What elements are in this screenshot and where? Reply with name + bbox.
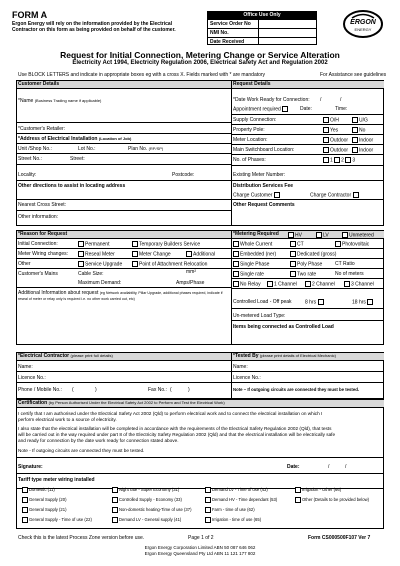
tariff-other-checkbox[interactable]	[295, 497, 301, 503]
no-checkbox[interactable]	[352, 127, 358, 133]
temp-builders-option: Temporary Builders Service	[132, 241, 200, 247]
postcode-label: Postcode:	[172, 172, 195, 178]
fax-paren-open: (	[170, 387, 172, 393]
cert-date-slash-1: /	[328, 464, 330, 470]
mm2-unit: mm²	[186, 269, 196, 275]
tariff-general-20: General Supply (20)	[22, 497, 66, 503]
cable-size-label: Cable Size:	[78, 271, 104, 277]
permanent-option: Permanent	[78, 241, 109, 247]
unmetered-type-label: Un-metered Load Type:	[233, 313, 286, 319]
signature-field[interactable]	[50, 460, 230, 470]
form-subtitle: Electricity Act 1994, Electricity Regulation 2006, Electrical Safety Act and Regulation 2002	[72, 60, 328, 66]
phase-options: 1 2 3	[323, 157, 355, 163]
3-channel-checkbox[interactable]	[344, 281, 350, 287]
appt-checkbox[interactable]	[282, 106, 288, 112]
charge-contractor-option: Charge Contractor	[310, 192, 360, 198]
poly-phase-option: Poly Phase	[290, 261, 322, 267]
tariff-irrigation-65-checkbox[interactable]	[205, 517, 211, 523]
photovoltaic-option: Photovoltaic	[335, 241, 369, 247]
phase-2-checkbox[interactable]	[334, 157, 340, 163]
cert-p2-line3: and ready for connection by the date work ready for connection stated above.	[18, 438, 179, 443]
name-label: *Name (Business Trading name if applicable)	[18, 98, 102, 104]
office-use-title: Office Use Only	[208, 12, 316, 19]
hv-option: HV	[288, 232, 302, 238]
outdoor-checkbox[interactable]	[323, 137, 329, 143]
tariff-irrigation-65: Irrigation - time of use (65)	[205, 517, 261, 523]
indoor-checkbox[interactable]	[352, 137, 358, 143]
items-controlled-label: Items being connected as Controlled Load	[233, 324, 334, 330]
yes-checkbox[interactable]	[323, 127, 329, 133]
address-heading: *Address of Electrical Installation (Location of Job)	[18, 136, 132, 142]
oh-checkbox[interactable]	[323, 117, 329, 123]
cert-p1-line1: I certify that I am authorised under the Electrical Safety Act 2002 (Qld) to perform electrical work and to connect the electrical installation on which I	[18, 411, 323, 416]
logo-text: ERGON	[350, 19, 376, 26]
18hrs-checkbox[interactable]	[367, 299, 373, 305]
oh-option: O/H	[323, 117, 339, 123]
unit-label: Unit /Shop No.:	[18, 146, 52, 152]
2-channel-option: 2 Channel	[305, 281, 335, 287]
meter-change-checkbox[interactable]	[132, 251, 138, 257]
phone-label: Phone / Mobile No.:	[18, 387, 62, 393]
tested-note: Note – If outgoing circuits are connected they must be tested.	[233, 387, 360, 392]
poly-phase-checkbox[interactable]	[290, 261, 296, 267]
no-relay-checkbox[interactable]	[233, 281, 239, 287]
phone-paren-open: (	[72, 387, 74, 393]
fee-heading: Distribution Services Fee	[233, 183, 294, 189]
single-rate-option: Single rate	[233, 271, 264, 277]
cert-p2-line2: will be carried out in the way required under part 8 of the Electricity Safety Regulation 2002 (Qld) and that the electrical installation will be electrically safe	[18, 432, 336, 437]
embedded-option: Embedded (ner)	[233, 251, 276, 257]
name-field[interactable]	[16, 90, 231, 122]
form-title: FORM A	[12, 10, 48, 20]
tariff-demand-43-checkbox[interactable]	[205, 487, 211, 493]
max-demand-label: Maximum Demand:	[78, 280, 122, 286]
lv-option: LV	[316, 232, 329, 238]
existing-meter-label: Existing Meter Number:	[233, 172, 286, 178]
sb-outdoor-checkbox[interactable]	[323, 147, 329, 153]
footer-corp-line1: Ergon Energy Corporation Limited ABN 50 087 646 062	[144, 545, 256, 550]
additional-info-field[interactable]	[16, 302, 231, 344]
18hrs-option: 18 hrs	[352, 299, 374, 305]
other-info-label: Other information:	[18, 214, 59, 220]
tariff-irrigation-66: Irrigation - Other (66)	[295, 487, 341, 493]
locality-label: Locality:	[18, 172, 37, 178]
comments-heading: Other Request Comments	[233, 202, 295, 208]
dedicated-option: Dedicated (gross)	[290, 251, 336, 257]
cross-street-label: Nearest Cross Street:	[18, 202, 67, 208]
tariff-general-22-checkbox[interactable]	[22, 517, 28, 523]
service-order-field[interactable]: Service Order No	[208, 19, 316, 28]
meter-wiring-label: Meter Wiring changes:	[18, 251, 69, 257]
ug-checkbox[interactable]	[352, 117, 358, 123]
metering-heading: *Metering Required	[233, 231, 279, 237]
signature-label: Signature:	[18, 464, 43, 470]
tariff-heading: Tariff type meter wiring installed	[18, 477, 95, 483]
tariff-farm-62: Farm - time of use (62)	[205, 507, 255, 513]
additional-checkbox[interactable]	[186, 251, 192, 257]
logo-subtext: ENERGY	[354, 27, 372, 32]
date-ready-slash-1: /	[320, 97, 322, 103]
supply-conn-label: Supply Connection:	[233, 117, 277, 123]
phase-3-checkbox[interactable]	[345, 157, 351, 163]
tester-licence-label: Licence No.:	[233, 375, 261, 381]
meter-change-option: Meter Change	[132, 251, 171, 257]
cert-p1-line2: perform electrical work to a source of electricity.	[18, 417, 117, 422]
tariff-demand-41: Demand LV - General supply (41)	[112, 517, 181, 523]
tariff-farm-62-checkbox[interactable]	[205, 507, 211, 513]
sb-indoor-option: Indoor	[352, 147, 373, 153]
8hrs-option: 8 hrs	[305, 299, 325, 305]
tariff-irrigation-66-checkbox[interactable]	[295, 487, 301, 493]
contractor-name-label: Name:	[18, 364, 33, 370]
initial-connection-label: Initial Connection:	[18, 241, 58, 247]
directions-heading: Other directions to assist in locating address	[18, 183, 126, 189]
single-rate-checkbox[interactable]	[233, 271, 239, 277]
whole-current-checkbox[interactable]	[233, 241, 239, 247]
1-channel-checkbox[interactable]	[267, 281, 273, 287]
comments-field[interactable]	[231, 209, 384, 225]
ct-checkbox[interactable]	[290, 241, 296, 247]
additional-info-label: Additional Information about request (eg Network availability, Pillar Upgrade, additional phases required, indicate if reseal of meter or relay only is required i.e. no other work carried out, etc)	[18, 290, 223, 301]
tariff-domestic-checkbox[interactable]	[22, 487, 28, 493]
indoor-option: Indoor	[352, 137, 373, 143]
footer-page: Page 1 of 2	[188, 535, 214, 541]
poa-relocation-option: Point of Attachment Relocation	[132, 261, 207, 267]
charge-customer-option: Charge Customer	[233, 192, 281, 198]
date-received-field[interactable]: Date Received	[208, 37, 316, 46]
service-upgrade-checkbox[interactable]	[78, 261, 84, 267]
amps-unit: Amps/Phase	[176, 280, 205, 286]
lot-label: Lot No.:	[78, 146, 96, 152]
permanent-checkbox[interactable]	[78, 241, 84, 247]
no-option: No	[352, 127, 365, 133]
charge-customer-checkbox[interactable]	[274, 192, 280, 198]
cert-date-label: Date:	[287, 464, 300, 470]
8hrs-checkbox[interactable]	[318, 299, 324, 305]
tariff-general-22: General Supply - Time of use (22)	[22, 517, 92, 523]
certification-heading: Certification (by Person Authorised Under the Electrical Safety Act 2002 to Perform and Test the Electrical Work)	[18, 400, 225, 406]
sb-outdoor-option: Outdoor	[323, 147, 348, 153]
contractor-heading: *Electrical Contractor (please print full details)	[18, 353, 113, 359]
tariff-domestic: Domestic (11)	[22, 487, 55, 493]
phase-1-checkbox[interactable]	[323, 157, 329, 163]
fax-paren-close: )	[188, 387, 190, 393]
time-label: Time:	[335, 106, 348, 112]
instructions: Use BLOCK LETTERS and indicate in appropriate boxes eg with a cross X. Fields marked with * are mandatory	[18, 72, 266, 78]
tariff-demand-53-checkbox[interactable]	[205, 497, 211, 503]
customers-mains-label: Customer's Mains	[18, 271, 58, 277]
ct-ratio-label: CT Ratio	[335, 261, 355, 267]
footer-corp-line2: Ergon Energy Queensland Pty Ltd ABN 11 121 177 802	[144, 551, 256, 556]
tariff-demand-43: Demand LV - Time of use (43)	[205, 487, 268, 493]
tariff-controlled-33-checkbox[interactable]	[112, 497, 118, 503]
tariff-nondomestic-37-checkbox[interactable]	[112, 507, 118, 513]
tariff-demand-53: Demand HV - Time dependant (53)	[205, 497, 277, 503]
meter-loc-label: Meter Location:	[233, 137, 268, 143]
sb-indoor-checkbox[interactable]	[352, 147, 358, 153]
reseal-checkbox[interactable]	[78, 251, 84, 257]
single-phase-checkbox[interactable]	[233, 261, 239, 267]
nmi-field[interactable]: NMI No.	[208, 28, 316, 37]
yes-option: Yes	[323, 127, 338, 133]
guidelines-note: For Assistance see guidelines	[320, 72, 387, 78]
photovoltaic-checkbox[interactable]	[335, 241, 341, 247]
tariff-demand-41-checkbox[interactable]	[112, 517, 118, 523]
phone-paren-close: )	[95, 387, 97, 393]
poa-relocation-checkbox[interactable]	[132, 261, 138, 267]
street-label: Street:	[70, 156, 85, 162]
appt-row: Appointment required	[233, 106, 289, 112]
1-channel-option: 1 Channel	[267, 281, 297, 287]
ct-option: CT	[290, 241, 304, 247]
additional-option: Additional	[186, 251, 215, 257]
no-relay-option: No Relay	[233, 281, 261, 287]
prop-pole-label: Property Pole:	[233, 127, 265, 133]
footer-form-number: Form CS000500F107 Ver 7	[308, 535, 371, 541]
office-use-box	[207, 11, 317, 45]
dedicated-checkbox[interactable]	[290, 251, 296, 257]
unmetered-option: Unmetered	[342, 232, 374, 238]
intro-line-2: Contractor on this form as being provided on behalf of the customer.	[12, 27, 176, 33]
tariff-nondomestic-37: Non-domestic heating-Time of use (37)	[112, 507, 191, 513]
outdoor-option: Outdoor	[323, 137, 348, 143]
reseal-option: Reseal Meter	[78, 251, 115, 257]
request-details-heading: Request Details	[233, 81, 271, 87]
tariff-other: Other (Details to be provided below)	[295, 497, 369, 503]
tariff-night-31-checkbox[interactable]	[112, 487, 118, 493]
other-label: Other	[18, 261, 31, 267]
reason-heading: *Reason for Request	[18, 231, 68, 237]
tariff-controlled-33: Controlled Supply - Economy (33)	[112, 497, 182, 503]
ug-option: U/G	[352, 117, 368, 123]
whole-current-option: Whole Current	[233, 241, 272, 247]
cert-p2-line1: I also state that the electrical installation will be completed in accordance with the requirements of the Electrical Safety Regulation 2002 (Qld), that tests	[18, 426, 332, 431]
tariff-night-31: Night rate - Super Economy (31)	[112, 487, 179, 493]
two-rate-checkbox[interactable]	[290, 271, 296, 277]
switchboard-label: Main Switchboard Location:	[233, 147, 295, 153]
footer-check-note: Check this is the latest Process Zone version before use.	[18, 535, 145, 541]
plan-label: Plan No. (RP/SP)	[128, 146, 164, 152]
tested-heading: *Tested By (please print details of Electrical Mechanic)	[233, 353, 336, 359]
tester-name-label: Name:	[233, 364, 248, 370]
two-rate-option: Two rate	[290, 271, 316, 277]
2-channel-checkbox[interactable]	[305, 281, 311, 287]
cert-note: Note - If outgoing circuits are connected they must be tested.	[18, 448, 145, 453]
date-ready-label: *Date Work Ready for Connection:	[233, 97, 310, 103]
temp-builders-checkbox[interactable]	[132, 241, 138, 247]
embedded-checkbox[interactable]	[233, 251, 239, 257]
contractor-licence-label: Licence No.:	[18, 375, 46, 381]
date-label: Date:	[300, 106, 312, 112]
street-no-label: Street No.:	[18, 156, 42, 162]
customer-details-heading: Customer Details	[18, 81, 60, 87]
tariff-general-21-checkbox[interactable]	[22, 507, 28, 513]
service-upgrade-option: Service Upgrade	[78, 261, 122, 267]
intro-line-1: Ergon Energy will rely on the information provided by the Electrical	[12, 21, 173, 27]
form-main-title: Request for Initial Connection, Metering Change or Service Alteration	[60, 50, 340, 60]
single-phase-option: Single Phase	[233, 261, 269, 267]
3-channel-option: 3 Channel	[344, 281, 374, 287]
phases-label: No. of Phases:	[233, 157, 266, 163]
tariff-general-20-checkbox[interactable]	[22, 497, 28, 503]
cert-date-slash-2: /	[345, 464, 347, 470]
date-ready-slash-2: /	[340, 97, 342, 103]
charge-contractor-checkbox[interactable]	[353, 192, 359, 198]
controlled-load-label: Controlled Load - Off peak	[233, 299, 292, 305]
no-of-meters-label: No of meters	[335, 271, 364, 277]
tariff-general-21: General Supply (21)	[22, 507, 66, 513]
ergon-logo	[342, 9, 384, 39]
fax-label: Fax No.:	[148, 387, 167, 393]
retailer-label: *Customer's Retailer:	[18, 126, 66, 132]
